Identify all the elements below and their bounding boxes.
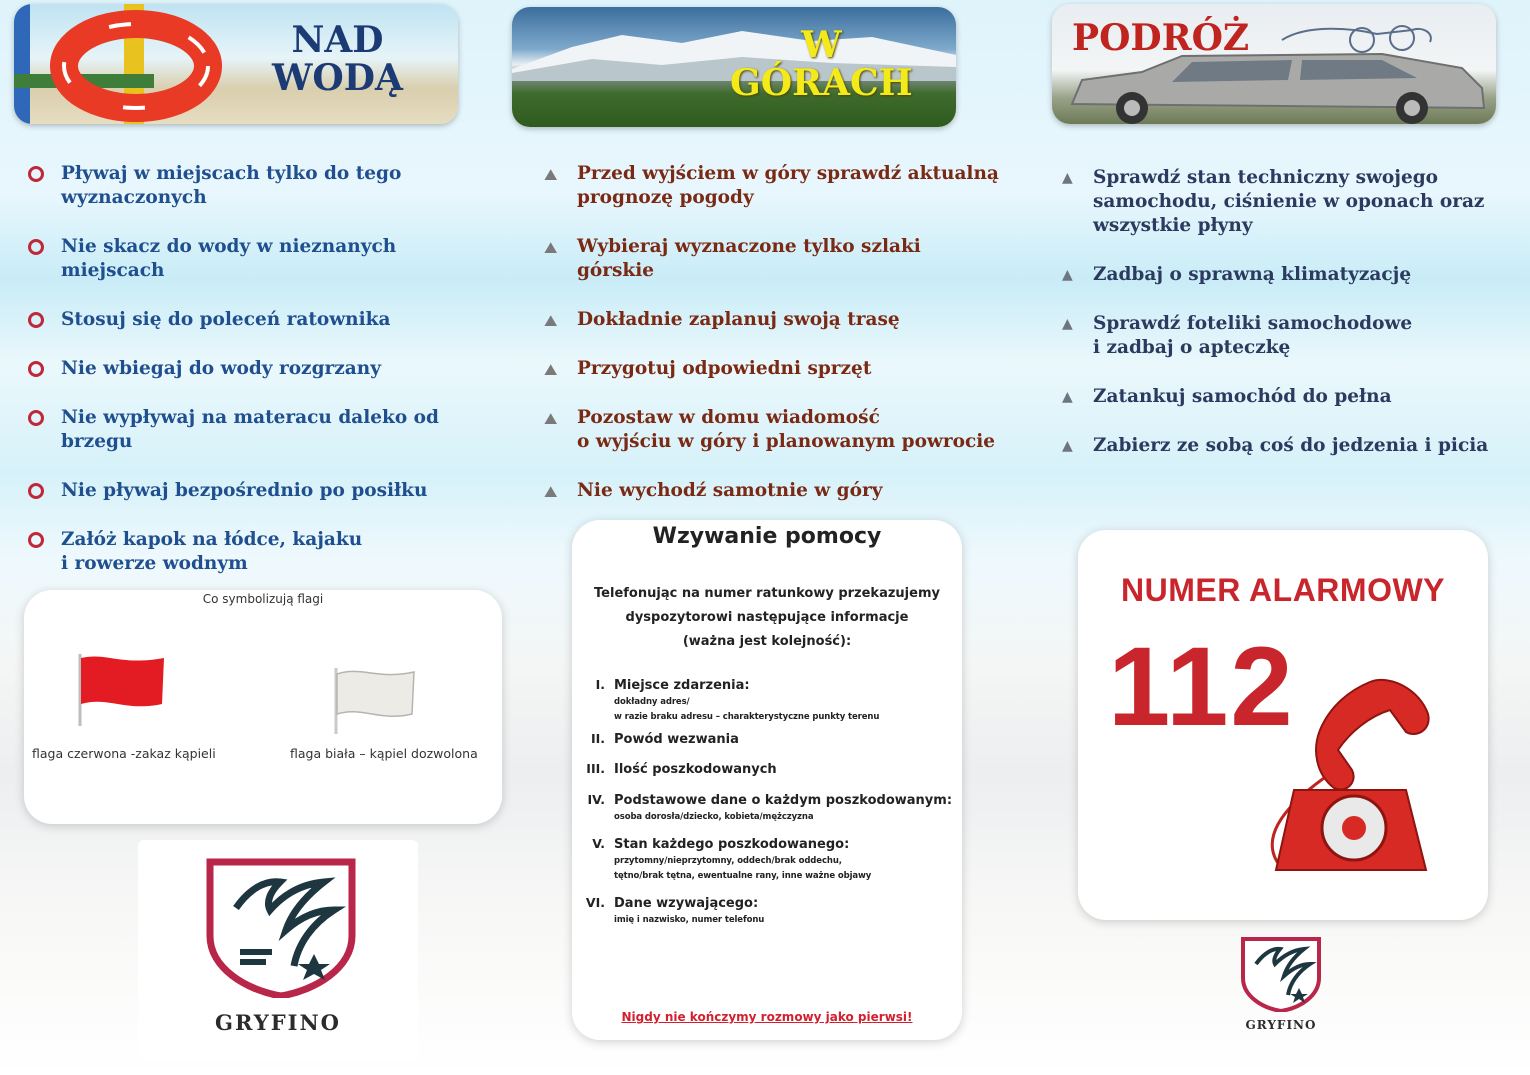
- circle-bullet-icon: [28, 483, 44, 499]
- circle-bullet-icon: [28, 166, 44, 182]
- circle-bullet-icon: [28, 532, 44, 548]
- mountain-bullet-icon: ⛰: [544, 238, 558, 257]
- help-warning: Nigdy nie kończymy rozmowy jako pierwsi!: [621, 1010, 913, 1024]
- flags-card: [24, 590, 502, 824]
- list-item: I. Miejsce zdarzenia: dokładny adres/ w razie braku adresu – charakterystyczne punkty terenu: [595, 677, 880, 722]
- w-gorach-tips-list: [544, 162, 1004, 503]
- list-item: ▲ Sprawdź stan techniczny swojego samochodu, ciśnienie w oponach oraz wszystkie płyny: [1062, 167, 1485, 236]
- mountain-bullet-icon: ⛰: [544, 409, 558, 428]
- list-item: Nie skacz do wody w nieznanych miejscach: [28, 235, 498, 283]
- gryfino-shield-icon: [1240, 936, 1322, 1012]
- list-item: V. Stan każdego poszkodowanego: przytomny/nieprzytomny, oddech/brak oddechu, tętno/brak tętna, ewentualne rany, inne ważne objawy: [592, 836, 872, 881]
- banner-title: PODRÓŻ: [1072, 17, 1250, 59]
- mountain-bullet-icon: ⛰: [544, 482, 558, 501]
- flags-title: Co symbolizują flagi: [202, 592, 324, 606]
- white-flag-icon: [332, 666, 418, 736]
- red-telephone-icon: [1220, 670, 1450, 900]
- gryfino-name: GRYFINO: [1245, 1018, 1317, 1032]
- list-item: Pływaj w miejscach tylko do tego wyznaczonych: [28, 162, 498, 210]
- gryfino-logo-small: [1222, 932, 1340, 1038]
- gryfino-shield-icon: [206, 858, 356, 998]
- gryfino-logo-large: [138, 840, 418, 1060]
- car-bullet-icon: ▲: [1062, 389, 1073, 405]
- list-item: ⛰ Dokładnie zaplanuj swoją trasę: [544, 308, 1004, 332]
- list-item: Nie wypływaj na materacu daleko od brzegu: [28, 406, 498, 454]
- help-intro: Telefonując na numer ratunkowy przekazujemy dyspozytorowi następujące informacje (ważna jest kolejność):: [594, 586, 940, 649]
- list-item: ⛰ Przygotuj odpowiedni sprzęt: [544, 357, 1004, 381]
- alarm-number-card: [1078, 530, 1488, 920]
- circle-bullet-icon: [28, 312, 44, 328]
- list-item: II. Powód wezwania: [590, 731, 739, 747]
- alarm-title: NUMER ALARMOWY: [1121, 572, 1445, 608]
- list-item: ▲ Zatankuj samochód do pełna: [1062, 386, 1392, 407]
- list-item: ▲ Zabierz ze sobą coś do jedzenia i picia: [1062, 435, 1489, 456]
- white-flag-caption: flaga biała – kąpiel dozwolona: [290, 746, 478, 761]
- podroz-tips-list: [1060, 166, 1490, 458]
- list-item: Nie wbiegaj do wody rozgrzany: [28, 357, 498, 381]
- gryfino-name: GRYFINO: [215, 1010, 341, 1035]
- list-item: IV. Podstawowe dane o każdym poszkodowanym: osoba dorosła/dziecko, kobieta/mężczyzna: [587, 792, 953, 822]
- banner-podroz: [1052, 4, 1496, 124]
- circle-bullet-icon: [28, 410, 44, 426]
- circle-bullet-icon: [28, 361, 44, 377]
- help-title: Wzywanie pomocy: [652, 524, 882, 549]
- red-flag-icon: [76, 652, 168, 728]
- list-item: Stosuj się do poleceń ratownika: [28, 308, 498, 332]
- list-item: VI. Dane wzywającego: imię i nazwisko, numer telefonu: [585, 895, 765, 925]
- banner-title: NAD WODĄ: [272, 19, 403, 99]
- banner-nad-woda: [14, 4, 458, 124]
- banner-title: W GÓRACH: [730, 24, 913, 104]
- list-item: ⛰ Nie wychodź samotnie w góry: [544, 479, 1004, 503]
- list-item: Załóż kapok na łódce, kajaku i rowerze wodnym: [28, 528, 498, 576]
- list-item: Nie pływaj bezpośrednio po posiłku: [28, 479, 498, 503]
- list-item: ⛰ Wybieraj wyznaczone tylko szlaki górskie: [544, 236, 921, 281]
- banner-w-gorach: [512, 7, 956, 127]
- car-bullet-icon: ▲: [1062, 170, 1073, 186]
- car-bullet-icon: ▲: [1062, 438, 1073, 454]
- red-flag-caption: flaga czerwona -zakaz kąpieli: [32, 746, 216, 761]
- nad-woda-tips-list: [28, 162, 498, 576]
- emergency-call-card: [572, 520, 962, 1040]
- list-item: ▲ Sprawdź foteliki samochodowe i zadbaj o apteczkę: [1062, 313, 1413, 358]
- list-item: ⛰ Przed wyjściem w góry sprawdź aktualną prognozę pogody: [544, 163, 999, 208]
- list-item: ⛰ Pozostaw w domu wiadomość o wyjściu w góry i planowanym powrocie: [544, 407, 996, 452]
- list-item: III. Ilość poszkodowanych: [586, 761, 777, 777]
- mountain-bullet-icon: ⛰: [544, 165, 558, 184]
- alarm-number: 112: [1108, 624, 1295, 749]
- car-bullet-icon: ▲: [1062, 267, 1073, 283]
- mountain-bullet-icon: ⛰: [544, 311, 558, 330]
- car-bullet-icon: ▲: [1062, 316, 1073, 332]
- circle-bullet-icon: [28, 239, 44, 255]
- list-item: ▲ Zadbaj o sprawną klimatyzację: [1062, 264, 1412, 285]
- mountain-bullet-icon: ⛰: [544, 360, 558, 379]
- help-steps-list: [578, 677, 962, 928]
